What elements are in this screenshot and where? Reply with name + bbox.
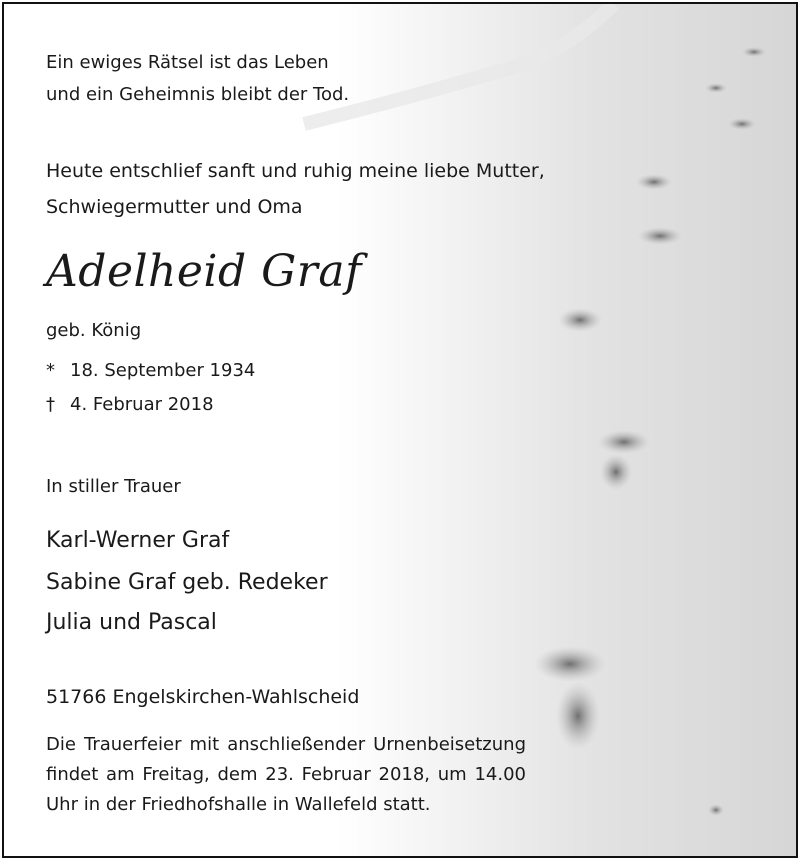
announcement-line-2: Schwiegermutter und Oma	[46, 196, 303, 218]
death-symbol: †	[46, 394, 55, 415]
poem-line-1: Ein ewiges Rätsel ist das Leben	[46, 52, 329, 73]
mourner-name: Karl-Werner Graf	[46, 528, 230, 553]
address: 51766 Engelskirchen-Wahlscheid	[46, 686, 360, 708]
birth-row	[46, 360, 255, 381]
footprints-in-sand-image	[4, 4, 796, 856]
mourners-intro: In stiller Trauer	[46, 476, 181, 497]
birth-name: geb. König	[46, 320, 142, 341]
deceased-name: Adelheid Graf	[46, 246, 362, 297]
birth-date: 18. September 1934	[70, 360, 256, 381]
obituary-card	[2, 2, 798, 858]
death-date: 4. Februar 2018	[70, 394, 214, 415]
footprint-icon	[534, 47, 766, 816]
death-row	[46, 394, 214, 415]
announcement-line-1: Heute entschlief sanft und ruhig meine liebe Mutter,	[46, 160, 545, 182]
poem-line-2: und ein Geheimnis bleibt der Tod.	[46, 84, 350, 105]
mourner-name: Julia und Pascal	[46, 610, 217, 635]
funeral-info: Die Trauerfeier mit anschließender Urnenbeisetzung findet am Freitag, dem 23. Februar 2018, um 14.00 Uhr in der Friedhofshalle in Wallefeld statt.	[46, 734, 526, 815]
birth-symbol: *	[46, 360, 55, 381]
mourner-name: Sabine Graf geb. Redeker	[46, 570, 328, 595]
